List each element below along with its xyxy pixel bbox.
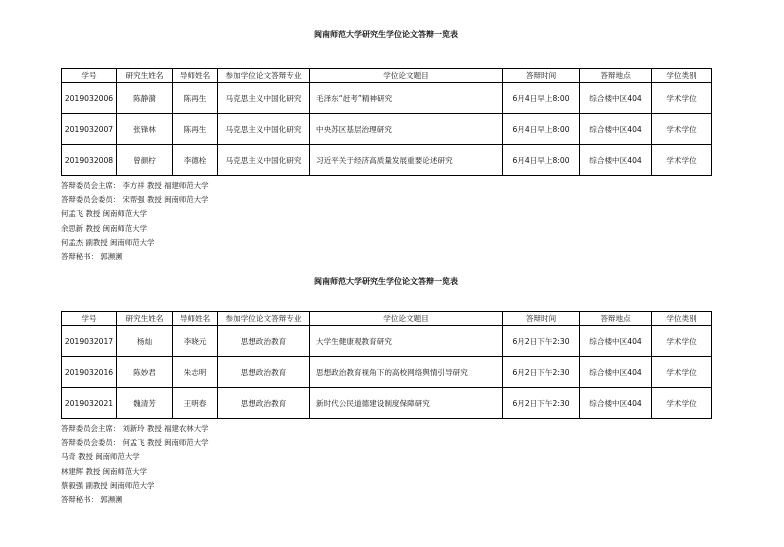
table-row — [62, 357, 712, 388]
defense-section-2 — [61, 276, 711, 507]
committee-chair: 答辩委员会主席： 刘新玲 教授 福建农林大学 — [61, 424, 209, 433]
defense-time-cell: 6月2日下午2:30 — [503, 357, 580, 388]
header-cell: 答辩时间 — [503, 312, 580, 326]
defense-time-cell: 6月2日下午2:30 — [503, 388, 580, 419]
header-cell: 研究生姓名 — [117, 312, 173, 326]
advisor-cell: 陈再生 — [173, 83, 218, 114]
student-name-cell: 曾颜柠 — [117, 145, 173, 176]
advisor-cell: 李晓元 — [173, 326, 218, 357]
student-id-cell: 2019032006 — [62, 83, 117, 114]
defense-time-cell: 6月4日早上8:00 — [503, 114, 580, 145]
thesis-title-cell: 中央苏区基层治理研究 — [310, 114, 503, 145]
advisor-cell: 王明春 — [173, 388, 218, 419]
defense-location-cell: 综合楼中区404 — [580, 357, 652, 388]
section-title: 闽南师范大学研究生学位论文答辩一览表 — [314, 30, 458, 39]
degree-type-cell: 学术学位 — [652, 114, 712, 145]
table-row — [62, 83, 712, 114]
degree-type-cell: 学术学位 — [652, 83, 712, 114]
table-header-row — [62, 312, 712, 326]
degree-type-cell: 学术学位 — [652, 326, 712, 357]
defense-time-cell: 6月4日早上8:00 — [503, 145, 580, 176]
header-cell: 答辩地点 — [580, 312, 652, 326]
table-row — [62, 145, 712, 176]
student-name-cell: 陈妙君 — [117, 357, 173, 388]
student-name-cell: 张锋林 — [117, 114, 173, 145]
header-cell: 导师姓名 — [173, 312, 218, 326]
table-row — [62, 388, 712, 419]
committee-member: 马奇 教授 闽南师范大学 — [61, 452, 140, 462]
major-cell: 马克思主义中国化研究 — [218, 114, 310, 145]
thesis-title-cell: 新时代公民道德建设制度保障研究 — [310, 388, 503, 419]
committee-list — [61, 179, 711, 264]
header-cell: 学位论文题目 — [310, 69, 503, 83]
header-cell: 导师姓名 — [173, 69, 218, 83]
header-cell: 学号 — [62, 312, 117, 326]
committee-member: 何孟飞 教授 闽南师范大学 — [61, 209, 147, 219]
committee-member: 答辩委员会委员： 宋帮强 教授 闽南师范大学 — [61, 195, 209, 205]
defense-location-cell: 综合楼中区404 — [580, 388, 652, 419]
defense-location-cell: 综合楼中区404 — [580, 83, 652, 114]
table-row — [62, 326, 712, 357]
degree-type-cell: 学术学位 — [652, 145, 712, 176]
committee-member: 林建辉 教授 闽南师范大学 — [61, 466, 147, 476]
student-id-cell: 2019032021 — [62, 388, 117, 419]
major-cell: 思想政治教育 — [218, 388, 310, 419]
header-cell: 研究生姓名 — [117, 69, 173, 83]
student-id-cell: 2019032008 — [62, 145, 117, 176]
degree-type-cell: 学术学位 — [652, 357, 712, 388]
committee-chair: 答辩委员会主席： 李方祥 教授 福建师范大学 — [61, 181, 209, 190]
header-cell: 答辩时间 — [503, 69, 580, 83]
major-cell: 思想政治教育 — [218, 326, 310, 357]
major-cell: 思想政治教育 — [218, 357, 310, 388]
major-cell: 马克思主义中国化研究 — [218, 83, 310, 114]
student-id-cell: 2019032016 — [62, 357, 117, 388]
defense-location-cell: 综合楼中区404 — [580, 326, 652, 357]
student-name-cell: 杨灿 — [117, 326, 173, 357]
header-cell: 答辩地点 — [580, 69, 652, 83]
header-cell: 参加学位论文答辩专业 — [218, 69, 310, 83]
committee-member: 蔡毅强 副教授 闽南师范大学 — [61, 480, 155, 490]
degree-type-cell: 学术学位 — [652, 388, 712, 419]
student-name-cell: 魏清芳 — [117, 388, 173, 419]
thesis-title-cell: 大学生健康观教育研究 — [310, 326, 503, 357]
defense-time-cell: 6月4日早上8:00 — [503, 83, 580, 114]
committee-member: 余思新 教授 闽南师范大学 — [61, 223, 147, 233]
defense-table — [61, 68, 712, 176]
committee-member: 答辩委员会委员： 何孟飞 教授 闽南师范大学 — [61, 438, 209, 448]
table-row — [62, 114, 712, 145]
student-id-cell: 2019032007 — [62, 114, 117, 145]
advisor-cell: 朱志明 — [173, 357, 218, 388]
header-cell: 学位论文题目 — [310, 312, 503, 326]
committee-secretary: 答辩秘书： 郭濒濒 — [61, 252, 123, 262]
defense-time-cell: 6月2日下午2:30 — [503, 326, 580, 357]
thesis-title-cell: 毛泽东“赶考”精神研究 — [310, 83, 503, 114]
major-cell: 马克思主义中国化研究 — [218, 145, 310, 176]
defense-section-1 — [61, 29, 711, 264]
header-cell: 学位类别 — [652, 69, 712, 83]
advisor-cell: 李德栓 — [173, 145, 218, 176]
student-id-cell: 2019032017 — [62, 326, 117, 357]
defense-location-cell: 综合楼中区404 — [580, 145, 652, 176]
header-cell: 学号 — [62, 69, 117, 83]
section-title: 闽南师范大学研究生学位论文答辩一览表 — [314, 277, 458, 286]
advisor-cell: 陈再生 — [173, 114, 218, 145]
header-cell: 学位类别 — [652, 312, 712, 326]
student-name-cell: 陈静漪 — [117, 83, 173, 114]
thesis-title-cell: 习近平关于经济高质量发展重要论述研究 — [310, 145, 503, 176]
committee-list — [61, 422, 711, 507]
committee-secretary: 答辩秘书： 郭濒濒 — [61, 495, 123, 505]
defense-location-cell: 综合楼中区404 — [580, 114, 652, 145]
table-header-row — [62, 69, 712, 83]
committee-member: 何孟杰 副教授 闽南师范大学 — [61, 237, 155, 247]
defense-table — [61, 311, 712, 419]
header-cell: 参加学位论文答辩专业 — [218, 312, 310, 326]
thesis-title-cell: 思想政治教育视角下的高校网络舆情引导研究 — [310, 357, 503, 388]
